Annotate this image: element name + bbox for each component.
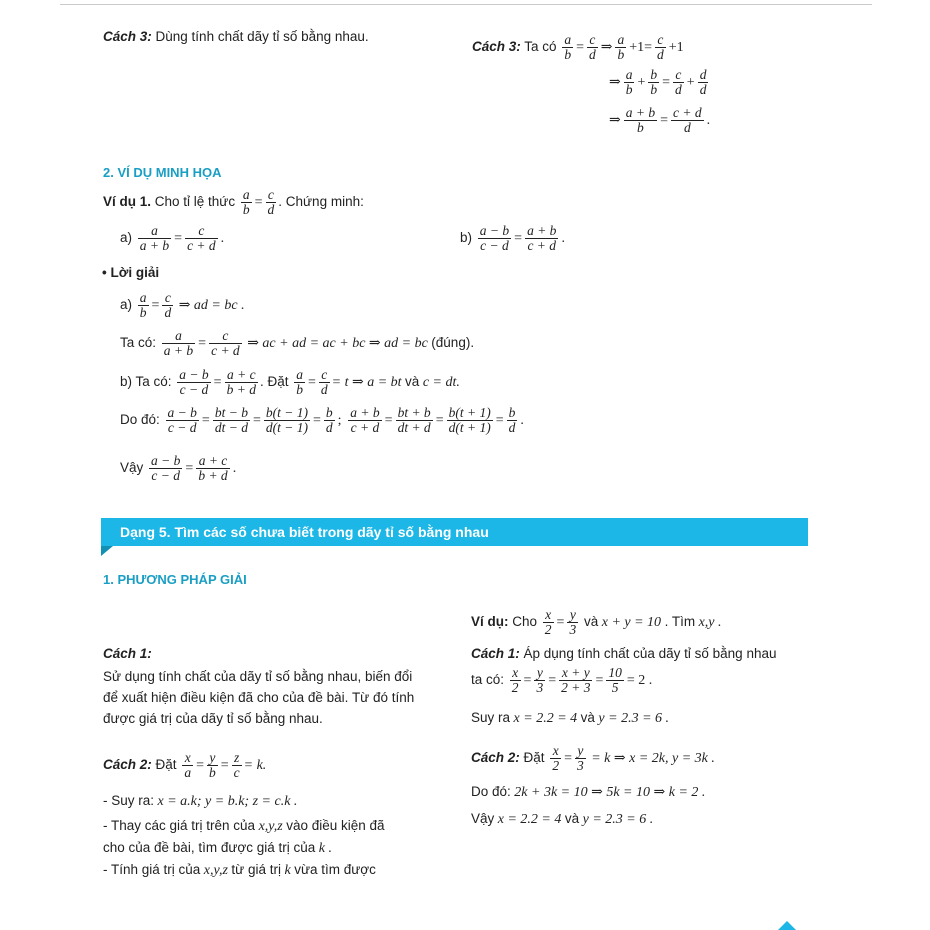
cach3-left [103,29,369,44]
example1-text: Cho tỉ lệ thức [151,194,236,210]
example-statement: Ví dụ: Cho $\frac{x}{2}$ = $\frac{y}{3}$ và x + y = 10 . Tìm x,y . [471,607,722,638]
solution-a-proof: Ta có: $\frac{a}{a + b}$ = $\frac{c}{c + d}$ ⇒ ac + ad = ac + bc ⇒ ad = bc (đúng). [120,328,475,359]
example1-tail: . Chứng minh: [278,194,364,210]
cach3-right-line3: ⇒ $\frac{a + b}{b}$ = $\frac{c + d}{d}$ . [609,105,711,136]
banner-title: Dạng 5. Tìm các số chưa biết trong dãy tỉ số bằng nhau [120,524,489,540]
cach3-right-line2: ⇒ $\frac{a}{b}$ + $\frac{b}{b}$ = $\frac{c}{d}$ + $\frac{d}{d}$ [609,67,707,98]
example-cach2-doDo: Do đó: 2k + 3k = 10 ⇒ 5k = 10 ⇒ k = 2 . [471,784,706,800]
solution-b-setup: b) Ta có: $\frac{a - b}{c - d}$ = $\frac{a + c}{b + d}$ . Đặt $\frac{a}{b}$ = $\frac{c}{d}$ = t ⇒ a = bt và c = dt. [120,367,460,398]
page-corner-triangle-icon [778,921,796,930]
section-heading-vidu: 2. VÍ DỤ MINH HỌA [103,165,222,180]
example-cach1-calc: ta có: $\frac{x}{2}$ = $\frac{y}{3}$ = $\frac{x + y}{2 + 3}$ = $\frac{10}{5}$ = 2 . [471,665,653,696]
solution-a: a) $\frac{a}{b}$ = $\frac{c}{d}$ ⇒ ad = bc . [120,290,245,321]
cach3-left-label: Cách 3: [103,29,152,44]
top-divider [60,4,872,5]
method-suy-ra: - Suy ra: x = a.k; y = b.k; z = c.k . [103,793,298,809]
example1-part-b: b) $\frac{a - b}{c - d}$ = $\frac{a + b}{c + d}$ . [460,223,565,254]
example-cach1: Cách 1: Áp dụng tính chất của dãy tỉ số bằng nhau [471,646,777,661]
cach3-right-label: Cách 3: [472,39,521,55]
example1-label: Ví dụ 1. [103,194,152,210]
cach3-right-text: Ta có [520,39,557,55]
example-cach1-result: Suy ra x = 2.2 = 4 và y = 2.3 = 6 . [471,710,670,726]
cach3-right-line1: Cách 3: Ta có $\frac{a}{b}$ = $\frac{c}{d}$ ⇒ $\frac{a}{b}$ +1= $\frac{c}{d}$ +1 [472,32,684,63]
solution-heading: • Lời giải [102,265,160,280]
method-cach1-label: Cách 1: [103,646,152,661]
section-heading-method: 1. PHƯƠNG PHÁP GIẢI [103,572,247,587]
banner-fold [101,546,113,556]
method-cach2: Cách 2: Đặt $\frac{x}{a}$ = $\frac{y}{b}$ = $\frac{z}{c}$ = k. [103,750,267,781]
example1-part-a: a) $\frac{a}{a + b}$ = $\frac{c}{c + d}$ . [120,223,225,254]
cach3-left-text: Dùng tính chất dãy tỉ số bằng nhau. [151,29,369,44]
method-thay: - Thay các giá trị trên của x,y,z vào điều kiện đã cho của đề bài, tìm được giá trị của k . - Tính giá trị của x,y,z từ giá trị k vừa tìm được [103,818,385,878]
example1-statement: Ví dụ 1. Cho tỉ lệ thức $\frac{a}{b}$ = $\frac{c}{d}$ . Chứng minh: [103,187,364,218]
method-cach1-text: Sử dụng tính chất của dãy tỉ số bằng nhau, biến đổi để xuất hiện điều kiện đã cho của đề bài. Từ đó tính được giá trị của dãy tỉ số bằng nhau. [103,669,415,726]
example-cach2-result: Vậy x = 2.2 = 4 và y = 2.3 = 6 . [471,811,654,827]
solution-b-conclusion: Vậy $\frac{a - b}{c - d}$ = $\frac{a + c}{b + d}$ . [120,453,237,484]
example-cach2: Cách 2: Đặt $\frac{x}{2}$ = $\frac{y}{3}$ = k ⇒ x = 2k, y = 3k . [471,743,715,774]
solution-b-derivation: Do đó: $\frac{a - b}{c - d}$ = $\frac{bt - b}{dt - d}$ = $\frac{b(t - 1)}{d(t - 1)}$ = $\frac{b}{d}$ ; $\frac{a + b}{c + d}$ = $\frac{bt + b}{dt + d}$ = $\frac{b(t + 1)}{d(t + 1)}$ = $\frac{b}{d}$ . [120,405,524,436]
